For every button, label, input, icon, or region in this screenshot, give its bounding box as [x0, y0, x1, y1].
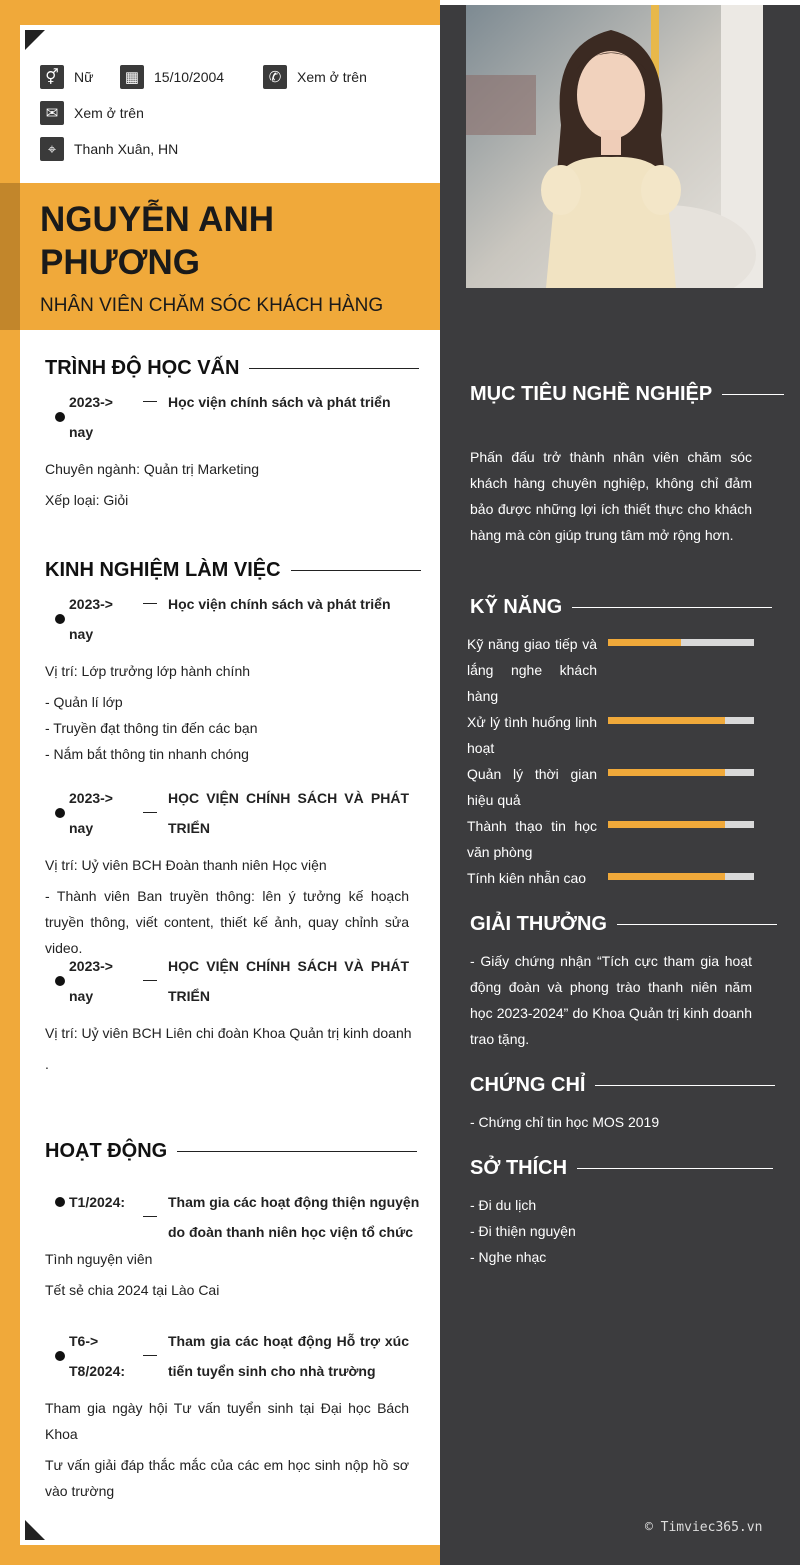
address-value: Thanh Xuân, HN [74, 141, 179, 157]
timeline-dot [55, 976, 65, 986]
awards-title-line [617, 924, 777, 925]
candidate-name: NGUYỄN ANH PHƯƠNG [40, 200, 274, 282]
skills-title-text: KỸ NĂNG [470, 596, 563, 618]
job2-desc: - Thành viên Ban truyền thông: lên ý tưởng kế hoạch truyền thông, viết content, thiết kế ảnh, quay chỉnh sửa video. [45, 888, 409, 956]
hobby-item: - Đi du lịch [470, 1197, 537, 1213]
timeline-dash [143, 401, 157, 402]
objective-title [470, 383, 784, 406]
experience-title [45, 559, 421, 582]
job3-role: Vị trí: Uỷ viên BCH Liên chi đoàn Khoa Quản trị kinh doanh [45, 1025, 412, 1041]
act1-name-line1: Tham gia các hoạt động thiện nguyện [168, 1194, 420, 1210]
edu-grade: Xếp loại: Giỏi [45, 492, 129, 508]
timeline-dot [55, 1197, 65, 1207]
address-row [40, 137, 178, 161]
profile-photo [466, 5, 763, 288]
email-value: Xem ở trên [74, 105, 144, 121]
edu-major: Chuyên ngành: Quản trị Marketing [45, 461, 260, 477]
job3-org-line1: HỌC VIỆN CHÍNH SÁCH VÀ PHÁT [168, 958, 409, 974]
certificates-title [470, 1074, 775, 1097]
job2-date-end: nay [69, 820, 94, 836]
phone-value: Xem ở trên [297, 69, 367, 85]
objective-title-line [722, 394, 784, 395]
gender-icon: ⚥ [40, 65, 64, 89]
certificates-title-text: CHỨNG CHỈ [470, 1074, 586, 1096]
timeline-dot [55, 1351, 65, 1361]
phone-icon: ✆ [263, 65, 287, 89]
job1-task: - Nắm bắt thông tin nhanh chóng [45, 746, 249, 762]
name-band-accent [0, 183, 20, 330]
activities-title [45, 1140, 417, 1163]
phone-row [263, 65, 367, 89]
objective-title-text: MỤC TIÊU NGHỀ NGHIỆP [470, 383, 713, 405]
job2-org-line1: HỌC VIỆN CHÍNH SÁCH VÀ PHÁT [168, 790, 409, 806]
timeline-dash [143, 603, 157, 604]
skill-level-fill [608, 639, 681, 646]
hobby-item: - Đi thiện nguyện [470, 1223, 576, 1239]
timeline-dot [55, 808, 65, 818]
timeline-dot [55, 614, 65, 624]
location-icon: ⌖ [40, 137, 64, 161]
footer-watermark: © Timviec365.vn [645, 1520, 763, 1535]
job2-org-line2: TRIỂN [168, 820, 210, 836]
job1-date-end: nay [69, 626, 94, 642]
experience-title-text: KINH NGHIỆM LÀM VIỆC [45, 559, 281, 581]
job1-task: - Truyền đạt thông tin đến các bạn [45, 720, 258, 736]
act2-name-line1: Tham gia các hoạt động Hỗ trợ xúc [168, 1333, 409, 1349]
act1-line: Tình nguyện viên [45, 1251, 153, 1267]
timeline-dash [143, 812, 157, 813]
skill-level-fill [608, 873, 725, 880]
edu-school: Học viện chính sách và phát triển [168, 394, 391, 410]
email-icon: ✉ [40, 101, 64, 125]
job3-trail: . [45, 1056, 49, 1072]
certificates-text: - Chứng chỉ tin học MOS 2019 [470, 1114, 660, 1130]
job1-role: Vị trí: Lớp trưởng lớp hành chính [45, 663, 251, 679]
timeline-dash [143, 1355, 157, 1356]
act1-line: Tết sẻ chia 2024 tại Lào Cai [45, 1282, 220, 1298]
activities-title-line [177, 1151, 417, 1152]
act1-date: T1/2024: [69, 1194, 126, 1210]
awards-title [470, 913, 777, 936]
act2-name-line2: tiến tuyển sinh cho nhà trường [168, 1363, 376, 1379]
skill-level-bar [608, 717, 754, 724]
education-title-line [249, 368, 419, 369]
skills-title-line [572, 607, 772, 608]
hobbies-title-line [577, 1168, 773, 1169]
skill-label: Quản lý thời gian hiệu quả [467, 766, 597, 808]
dob-row [120, 65, 224, 89]
act2-date-start: T6-> [69, 1333, 99, 1349]
activities-title-text: HOẠT ĐỘNG [45, 1140, 168, 1162]
act1-name-line2: do đoàn thanh niên học viện tổ chức [168, 1224, 414, 1240]
hobbies-title [470, 1157, 773, 1180]
dob-value: 15/10/2004 [154, 69, 225, 85]
timeline-dot [55, 412, 65, 422]
act2-date-end: T8/2024: [69, 1363, 126, 1379]
calendar-icon: ▦ [120, 65, 144, 89]
skill-label: Thành thạo tin học văn phòng [467, 818, 597, 860]
corner-decoration-top [25, 30, 45, 50]
skills-title [470, 596, 772, 619]
skill-label: Xử lý tình huống linh hoạt [467, 714, 597, 756]
edu-date-end: nay [69, 424, 94, 440]
job2-date-start: 2023-> [69, 790, 113, 806]
experience-title-line [291, 570, 421, 571]
skill-level-fill [608, 769, 725, 776]
job1-date-start: 2023-> [69, 596, 113, 612]
skill-level-bar [608, 821, 754, 828]
awards-text: - Giấy chứng nhận “Tích cực tham gia hoạt động đoàn và phong trào thanh niên năm học 2023-2024” do Khoa Quản trị kinh doanh trao tặng. [470, 953, 752, 1047]
objective-text: Phấn đấu trở thành nhân viên chăm sóc khách hàng chuyên nghiệp, không chỉ đảm bảo được những lợi ích thiết thực cho khách hàng mà còn giúp trung tâm mở rộng hơn. [470, 449, 752, 543]
job1-task: - Quản lí lớp [45, 694, 123, 710]
skill-level-fill [608, 717, 725, 724]
timeline-dash [143, 1216, 157, 1217]
education-title-text: TRÌNH ĐỘ HỌC VẤN [45, 357, 240, 379]
certificates-title-line [595, 1085, 775, 1086]
email-row [40, 101, 144, 125]
skill-label: Kỹ năng giao tiếp và lắng nghe khách hàng [467, 636, 597, 704]
timeline-dash [143, 980, 157, 981]
skill-label: Tính kiên nhẫn cao [467, 870, 587, 886]
hobby-item: - Nghe nhạc [470, 1249, 547, 1265]
act2-line: Tham gia ngày hội Tư vấn tuyển sinh tại Đại học Bách Khoa [45, 1400, 409, 1442]
job1-org: Học viện chính sách và phát triển [168, 596, 391, 612]
job3-date-end: nay [69, 988, 94, 1004]
skill-level-bar [608, 639, 754, 646]
gender-row [40, 65, 93, 89]
job2-role: Vị trí: Uỷ viên BCH Đoàn thanh niên Học viện [45, 857, 327, 873]
job3-date-start: 2023-> [69, 958, 113, 974]
skill-level-fill [608, 821, 725, 828]
skill-level-bar [608, 873, 754, 880]
hobbies-title-text: SỞ THÍCH [470, 1157, 568, 1179]
edu-date-start: 2023-> [69, 394, 113, 410]
job-title: NHÂN VIÊN CHĂM SÓC KHÁCH HÀNG [40, 295, 384, 316]
corner-decoration-bottom [25, 1520, 45, 1540]
awards-title-text: GIẢI THƯỞNG [470, 913, 607, 935]
act2-line: Tư vấn giải đáp thắc mắc của các em học sinh nộp hồ sơ vào trường [45, 1457, 409, 1499]
skill-level-bar [608, 769, 754, 776]
education-title [45, 357, 419, 380]
job3-org-line2: TRIỂN [168, 988, 210, 1004]
gender-value: Nữ [74, 69, 94, 85]
